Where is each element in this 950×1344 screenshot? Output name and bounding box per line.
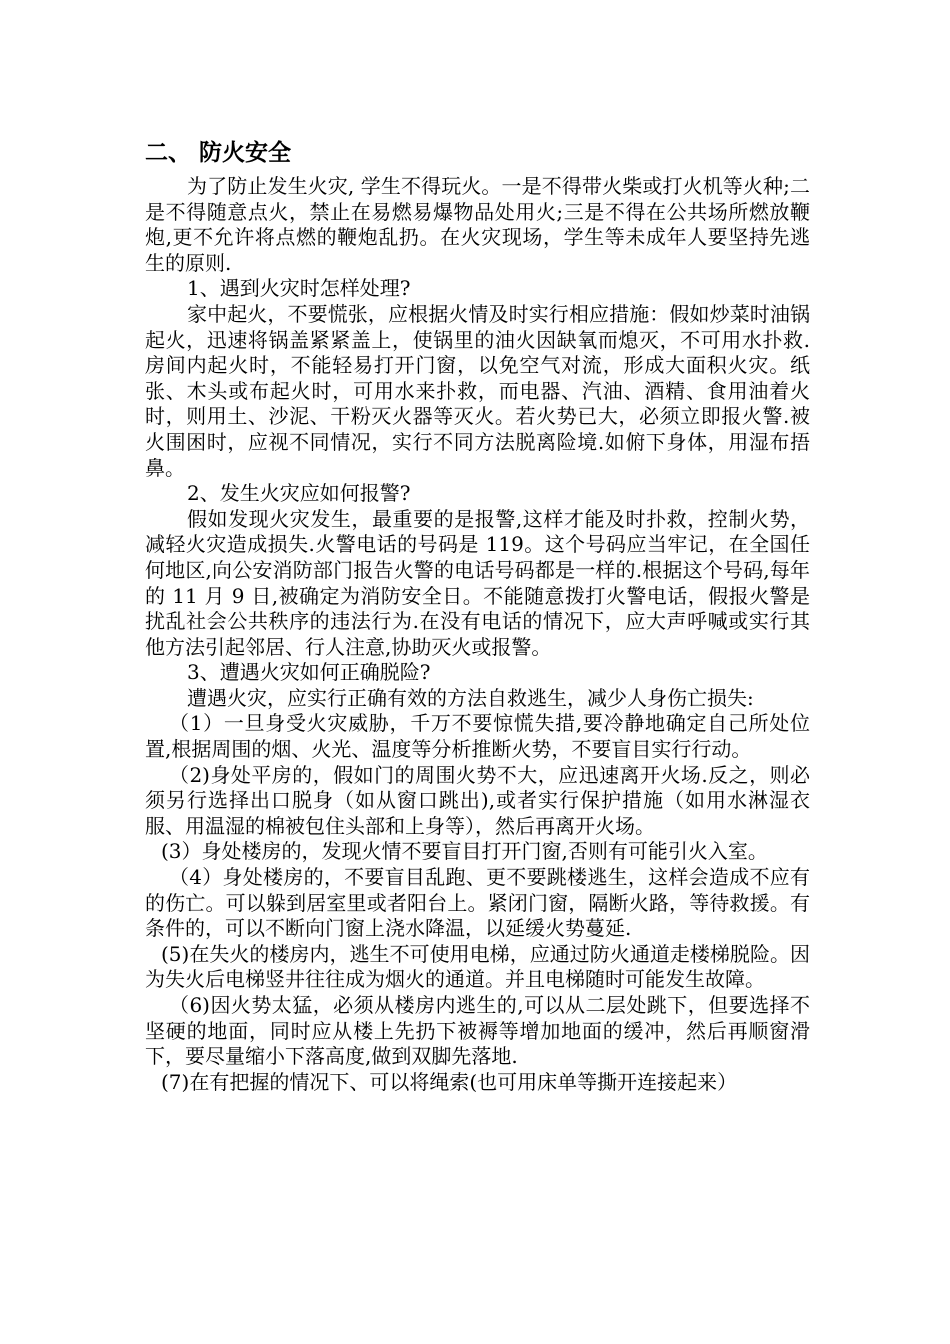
- answer-1-paragraph: 家中起火，不要慌张，应根据火情及时实行相应措施：假如炒菜时油锅起火，迅速将锅盖紧紧盖上，使锅里的油火因缺氧而熄灭，不可用水扑救.房间内起火时，不能轻易打开门窗，以免空气对流，形成大面积火灾。纸张、木头或布起火时，可用水来扑救，而电器、汽油、酒精、食用油着火时，则用土、沙泥、干粉灭火器等灭火。若火势已大，必须立即报火警.被火围困时，应视不同情况，实行不同方法脱离险境.如俯下身体，用湿布捂鼻。: [145, 301, 810, 480]
- question-1-heading: 1、遇到火灾时怎样处理?: [187, 276, 411, 301]
- answer-2-paragraph: 假如发现火灾发生，最重要的是报警,这样才能及时扑救，控制火势，减轻火灾造成损失.火警电话的号码是 119。这个号码应当牢记，在全国任何地区,向公安消防部门报告火警的电话号码都是一样的.根据这个号码,每年的 11 月 9 日,被确定为消防安全日。不能随意拨打火警电话，假报火警是扰乱社会公共秩序的违法行为.在没有电话的情况下，应大声呼喊或实行其他方法引起邻居、行人注意,协助灭火或报警。: [145, 506, 810, 659]
- list-item-7: (7)在有把握的情况下、可以将绳索(也可用床单等撕开连接起来）: [161, 1069, 738, 1094]
- list-item-3: (3）身处楼房的，发现火情不要盲目打开门窗,否则有可能引火入室。: [161, 839, 768, 864]
- document-page: [145, 138, 810, 1095]
- list-item-4: （4）身处楼房的，不要盲目乱跑、更不要跳楼逃生，这样会造成不应有的伤亡。可以躲到居室里或者阳台上。紧闭门窗，隔断火路，等待救援。有条件的，可以不断向门窗上浇水降温，以延缓火势蔓延.: [145, 865, 810, 941]
- list-item-5: (5)在失火的楼房内，逃生不可使用电梯，应通过防火通道走楼梯脱险。因为失火后电梯竖井往往成为烟火的通道。并且电梯随时可能发生故障。: [145, 941, 810, 992]
- question-2-heading: 2、发生火灾应如何报警?: [187, 481, 411, 506]
- list-item-1: （1）一旦身受火灾威胁，千万不要惊慌失措,要冷静地确定自己所处位置,根据周围的烟、火光、温度等分析推断火势，不要盲目实行行动。: [145, 711, 810, 762]
- section-heading: 二、 防火安全: [145, 140, 292, 166]
- answer-3-intro: 遭遇火灾，应实行正确有效的方法自救逃生，减少人身伤亡损失:: [187, 685, 754, 710]
- intro-paragraph: 为了防止发生火灾, 学生不得玩火。一是不得带火柴或打火机等火种;二是不得随意点火，禁止在易燃易爆物品处用火;三是不得在公共场所燃放鞭炮,更不允许将点燃的鞭炮乱扔。在火灾现场，学生等未成年人要坚持先逃生的原则.: [145, 174, 810, 275]
- list-item-2: （2)身处平房的，假如门的周围火势不大，应迅速离开火场.反之，则必须另行选择出口脱身（如从窗口跳出),或者实行保护措施（如用水淋湿衣服、用温湿的棉被包住头部和上身等），然后再离开火场。: [145, 762, 810, 838]
- list-item-6: （6)因火势太猛，必须从楼房内逃生的,可以从二层处跳下，但要选择不坚硬的地面，同时应从楼上先扔下被褥等增加地面的缓冲，然后再顺窗滑下，要尽量缩小下落高度,做到双脚先落地.: [145, 993, 810, 1069]
- question-3-heading: 3、遭遇火灾如何正确脱险?: [187, 660, 431, 685]
